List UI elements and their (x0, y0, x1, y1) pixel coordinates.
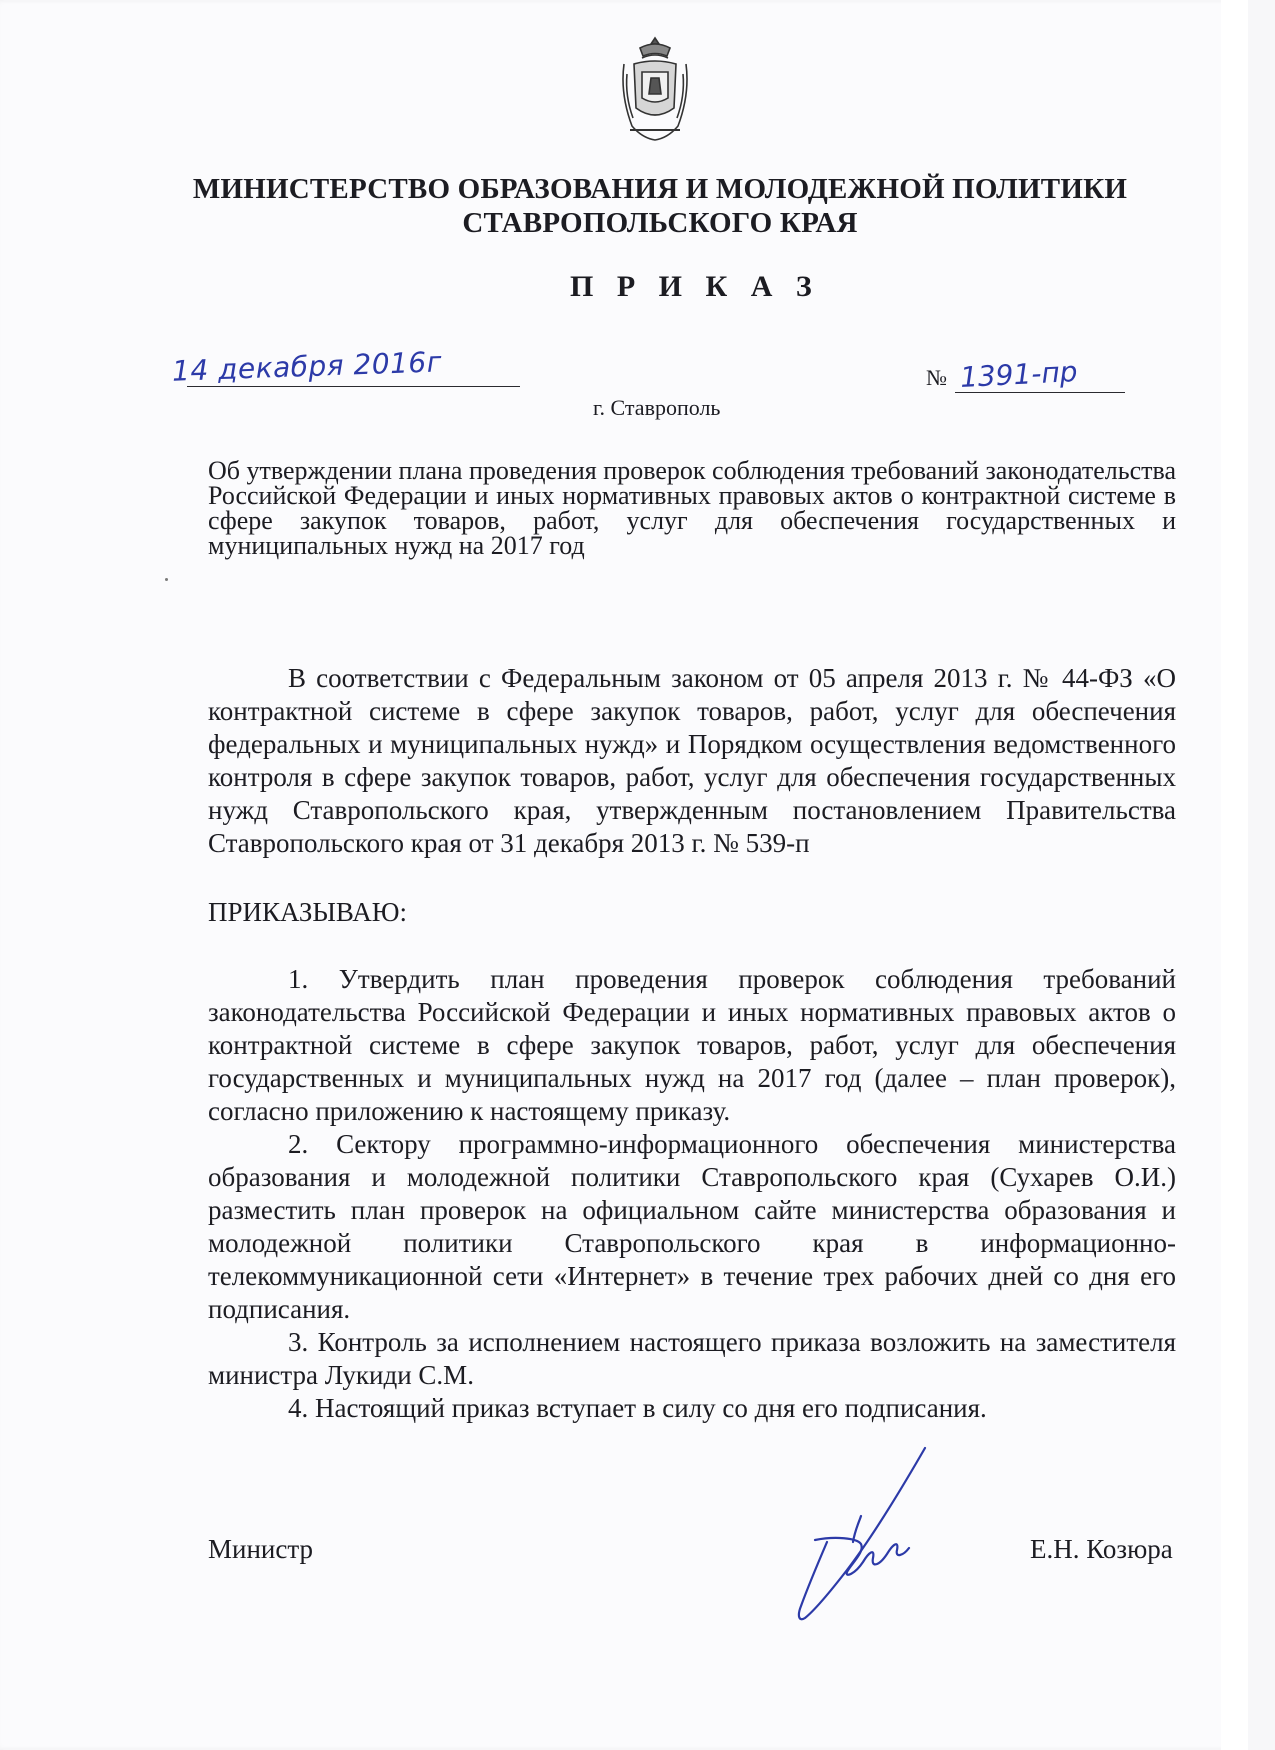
order-item: 3. Контроль за исполнением настоящего приказа возложить на заместителя министра Лукиди С.М. (208, 1327, 1176, 1390)
coat-of-arms-icon (618, 34, 692, 142)
date-underline (187, 386, 520, 387)
order-number: 1391-пр (959, 354, 1079, 395)
ministry-title-line2: СТАВРОПОЛЬСКОГО КРАЯ (462, 207, 858, 239)
ministry-title-line1: МИНИСТЕРСТВО ОБРАЗОВАНИЯ И МОЛОДЕЖНОЙ ПОЛИТИКИ (192, 173, 1128, 205)
number-underline (955, 392, 1125, 393)
scan-speck (165, 578, 168, 581)
city: г. Ставрополь (593, 395, 721, 420)
order-subject: Об утверждении плана проведения проверок соблюдения требований законодательства Российской Федерации и иных нормативных правовых актов о контрактной системе в сфере закупок товаров, работ, услуг для обеспечения государственных и муниципальных нужд на 2017 год (208, 456, 1176, 560)
preamble-paragraph: В соответствии с Федеральным законом от 05 апреля 2013 г. № 44-ФЗ «О контрактной системе в сфере закупок товаров, работ, услуг для обеспечения федеральных и муниципальных нужд» и Порядком осуществления ведомственного контроля в сфере закупок товаров, работ, услуг для обеспечения государственных нужд Ставропольского края, утвержденным постановлением Правительства Ставропольского края от 31 декабря 2013 г. № 539-п (208, 663, 1176, 858)
order-item: 1. Утвердить план проведения проверок соблюдения требований законодательства Российской Федерации и иных нормативных правовых актов о контрактной системе в сфере закупок товаров, работ, услуг для обеспечения государственных и муниципальных нужд на 2017 год (далее – план проверок), согласно приложению к настоящему приказу. (208, 964, 1176, 1126)
scan-edge (1221, 0, 1248, 1750)
signatory-title: Министр (208, 1534, 313, 1564)
document-type-title: П Р И К А З (570, 270, 820, 303)
handwritten-signature-icon (775, 1440, 955, 1630)
order-item: 2. Сектору программно-информационного обеспечения министерства образования и молодежной политики Ставропольского края (Сухарев О.И.) разместить план проверок на официальном сайте министерства образования и молодежной политики Ставропольского края в информационно-телекоммуникационной сети «Интернет» в течение трех рабочих дней со дня его подписания. (208, 1129, 1176, 1324)
order-date: 14 декабря 2016г (171, 345, 443, 388)
number-label: № (926, 365, 947, 390)
order-word: ПРИКАЗЫВАЮ: (208, 897, 407, 927)
signatory-name: Е.Н. Козюра (1030, 1534, 1173, 1564)
order-item: 4. Настоящий приказ вступает в силу со дня его подписания. (288, 1393, 987, 1423)
order-items (208, 963, 1176, 1425)
